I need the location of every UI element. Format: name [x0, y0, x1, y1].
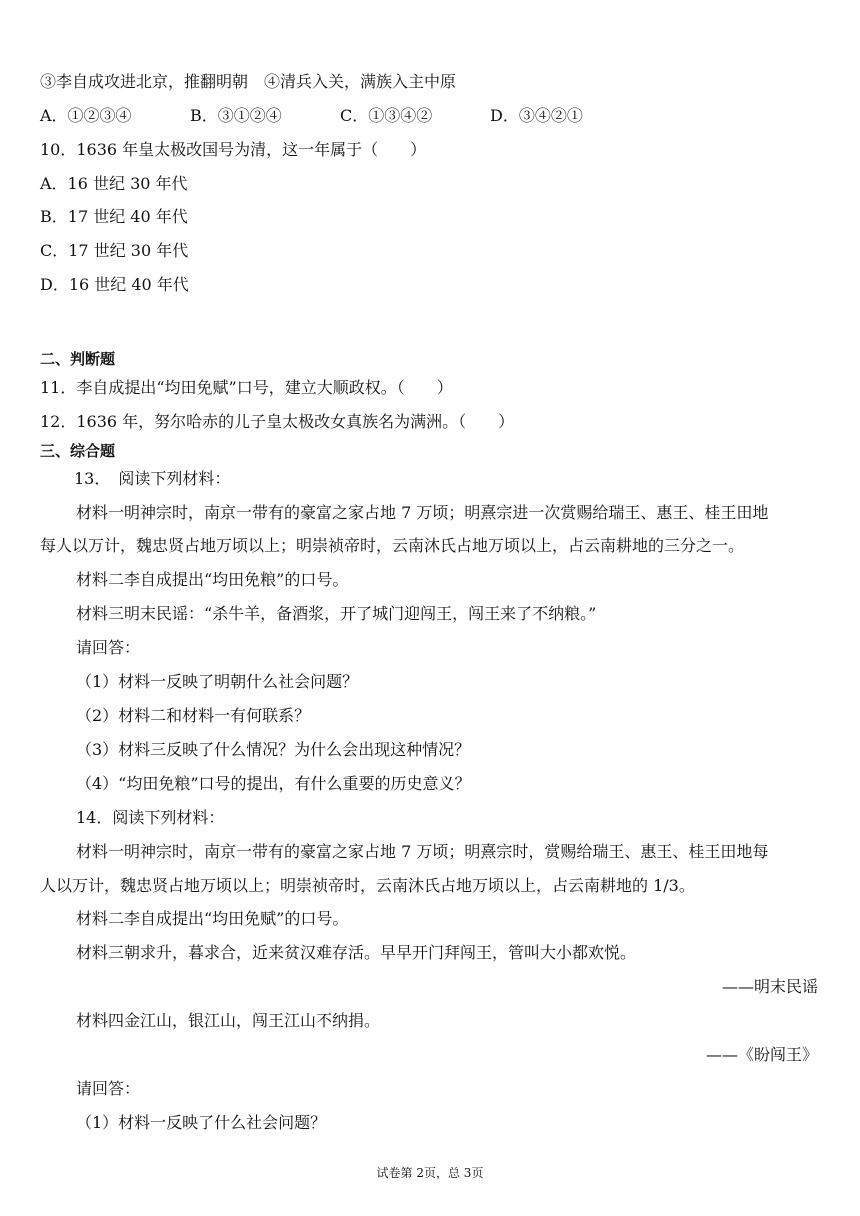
- q14-material-4-source: ——《盼闯王》: [705, 1045, 818, 1064]
- q9-option-d: D．③④②①: [490, 106, 583, 125]
- q9-option-c: C．①③④②: [340, 106, 433, 125]
- q13-sub-4: （4）“均田免粮”口号的提出，有什么重要的历史意义？: [76, 774, 471, 793]
- q9-stem-tail: ③李自成攻进北京，推翻明朝 ④清兵入关，满族入主中原: [40, 72, 457, 91]
- q9-options: [40, 106, 820, 126]
- q10-option-b: B．17 世纪 40 年代: [40, 207, 188, 226]
- section-title-judgement: 二、判断题: [40, 350, 116, 368]
- q14-stem: 14．阅读下列材料：: [76, 808, 225, 827]
- q13-material-2: 材料二李自成提出“均田免粮”的口号。: [76, 570, 349, 589]
- q12-stem: 12．1636 年，努尔哈赤的儿子皇太极改女真族名为满洲。（ ）: [40, 412, 515, 431]
- q10-option-a: A．16 世纪 30 年代: [40, 174, 188, 193]
- q13-material-1-line-1: 材料一明神宗时，南京一带有的豪富之家占地 7 万顷；明熹宗进一次赏赐给瑞王、惠王、桂王田地: [76, 503, 769, 522]
- q14-material-1-line-2: 人以万计，魏忠贤占地万顷以上；明崇祯帝时，云南沐氏占地万顷以上，占云南耕地的 1/3。: [40, 876, 695, 895]
- q9-option-a: A．①②③④: [40, 106, 132, 125]
- q13-stem: 13． 阅读下列材料：: [74, 469, 231, 488]
- q14-material-4: 材料四金江山，银江山，闯王江山不纳捐。: [76, 1011, 381, 1030]
- q13-ask: 请回答：: [76, 638, 141, 657]
- q9-option-b: B．③①②④: [190, 106, 282, 125]
- q13-sub-2: （2）材料二和材料一有何联系？: [76, 706, 311, 725]
- q14-material-1-line-1: 材料一明神宗时，南京一带有的豪富之家占地 7 万顷；明熹宗时，赏赐给瑞王、惠王、桂王田地每: [76, 842, 769, 861]
- q13-sub-3: （3）材料三反映了什么情况？为什么会出现这种情况？: [76, 740, 471, 759]
- q11-stem: 11．李自成提出“均田免赋”口号，建立大顺政权。（ ）: [40, 378, 453, 397]
- q10-option-c: C．17 世纪 30 年代: [40, 241, 189, 260]
- q10-option-d: D．16 世纪 40 年代: [40, 275, 189, 294]
- q10-stem: 10．1636 年皇太极改国号为清，这一年属于（ ）: [40, 140, 427, 159]
- q13-material-1-line-2: 每人以万计，魏忠贤占地万顷以上；明崇祯帝时，云南沐氏占地万顷以上，占云南耕地的三分之一。: [40, 536, 745, 555]
- q14-material-2: 材料二李自成提出“均田免赋”的口号。: [76, 909, 349, 928]
- q14-material-3: 材料三朝求升，暮求合，近来贫汉难存活。早早开门拜闯王，管叫大小都欢悦。: [76, 943, 637, 962]
- q14-sub-1: （1）材料一反映了什么社会问题？: [76, 1113, 327, 1132]
- q14-ask: 请回答：: [76, 1079, 141, 1098]
- q13-sub-1: （1）材料一反映了明朝什么社会问题？: [76, 672, 359, 691]
- page-footer: 试卷第 2页，总 3页: [376, 1166, 484, 1180]
- q14-material-3-source: ——明末民谣: [721, 977, 818, 996]
- section-title-comprehensive: 三、综合题: [40, 442, 116, 460]
- q13-material-3: 材料三明末民谣：“杀牛羊，备酒浆，开了城门迎闯王，闯王来了不纳粮。”: [76, 604, 597, 623]
